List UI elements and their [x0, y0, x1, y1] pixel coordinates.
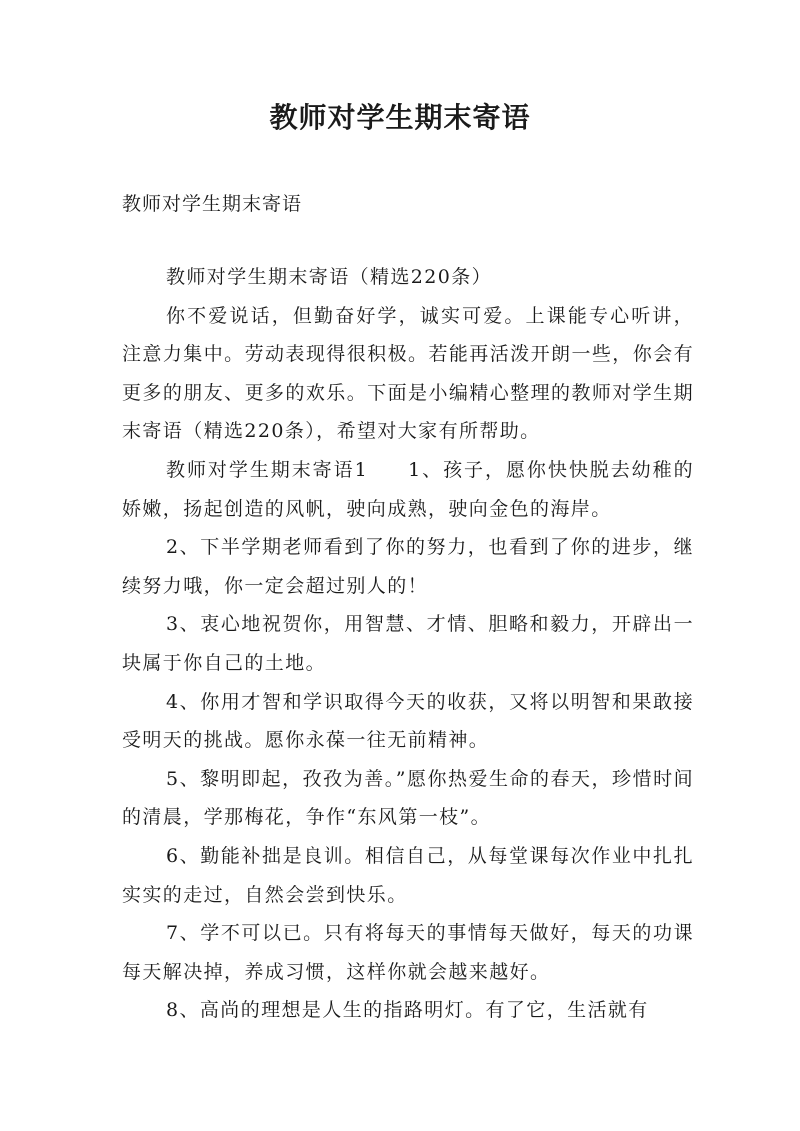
paragraph-intro: 你不爱说话，但勤奋好学，诚实可爱。上课能专心听讲，注意力集中。劳动表现得很积极。若能再活泼开朗一些，你会有更多的朋友、更多的欢乐。下面是小编精心整理的教师对学生期末寄语（精选220条），希望对大家有所帮助。: [122, 304, 694, 443]
document-subtitle: 教师对学生期末寄语: [122, 193, 303, 215]
paragraph-item-8: 8、高尚的理想是人生的指路明灯。有了它，生活就有: [166, 999, 649, 1022]
paragraph-item-5: 5、黎明即起，孜孜为善。”愿你热爱生命的春天，珍惜时间的清晨，学那梅花，争作“东风第一枝”。: [122, 767, 694, 829]
paragraph-item-4: 4、你用才智和学识取得今天的收获，又将以明智和果敢接受明天的挑战。愿你永葆一往无前精神。: [122, 690, 694, 752]
paragraph-item-6: 6、勤能补拙是良训。相信自己，从每堂课每次作业中扎扎实实的走过，自然会尝到快乐。: [122, 844, 694, 906]
section-one-heading: 教师对学生期末寄语1: [166, 458, 369, 481]
paragraph-intro-heading: 教师对学生期末寄语（精选220条）: [166, 266, 493, 288]
paragraph-item-3: 3、衷心地祝贺你，用智慧、才情、胆略和毅力，开辟出一块属于你自己的土地。: [122, 613, 694, 674]
document-body: [122, 258, 694, 1030]
paragraph-item-7: 7、学不可以已。只有将每天的事情每天做好，每天的功课每天解决掉，养成习惯，这样你就会越来越好。: [122, 922, 694, 983]
paragraph-section-one: [122, 451, 694, 528]
document-title: 教师对学生期末寄语: [269, 101, 531, 134]
paragraph-item-2: 2、下半学期老师看到了你的努力，也看到了你的进步，继续努力哦，你一定会超过别人的！: [122, 536, 694, 597]
section-one-text: 1、孩子，愿你快快脱去幼稚的娇嫩，扬起创造的风帆，驶向成熟，驶向金色的海岸。: [122, 458, 694, 520]
